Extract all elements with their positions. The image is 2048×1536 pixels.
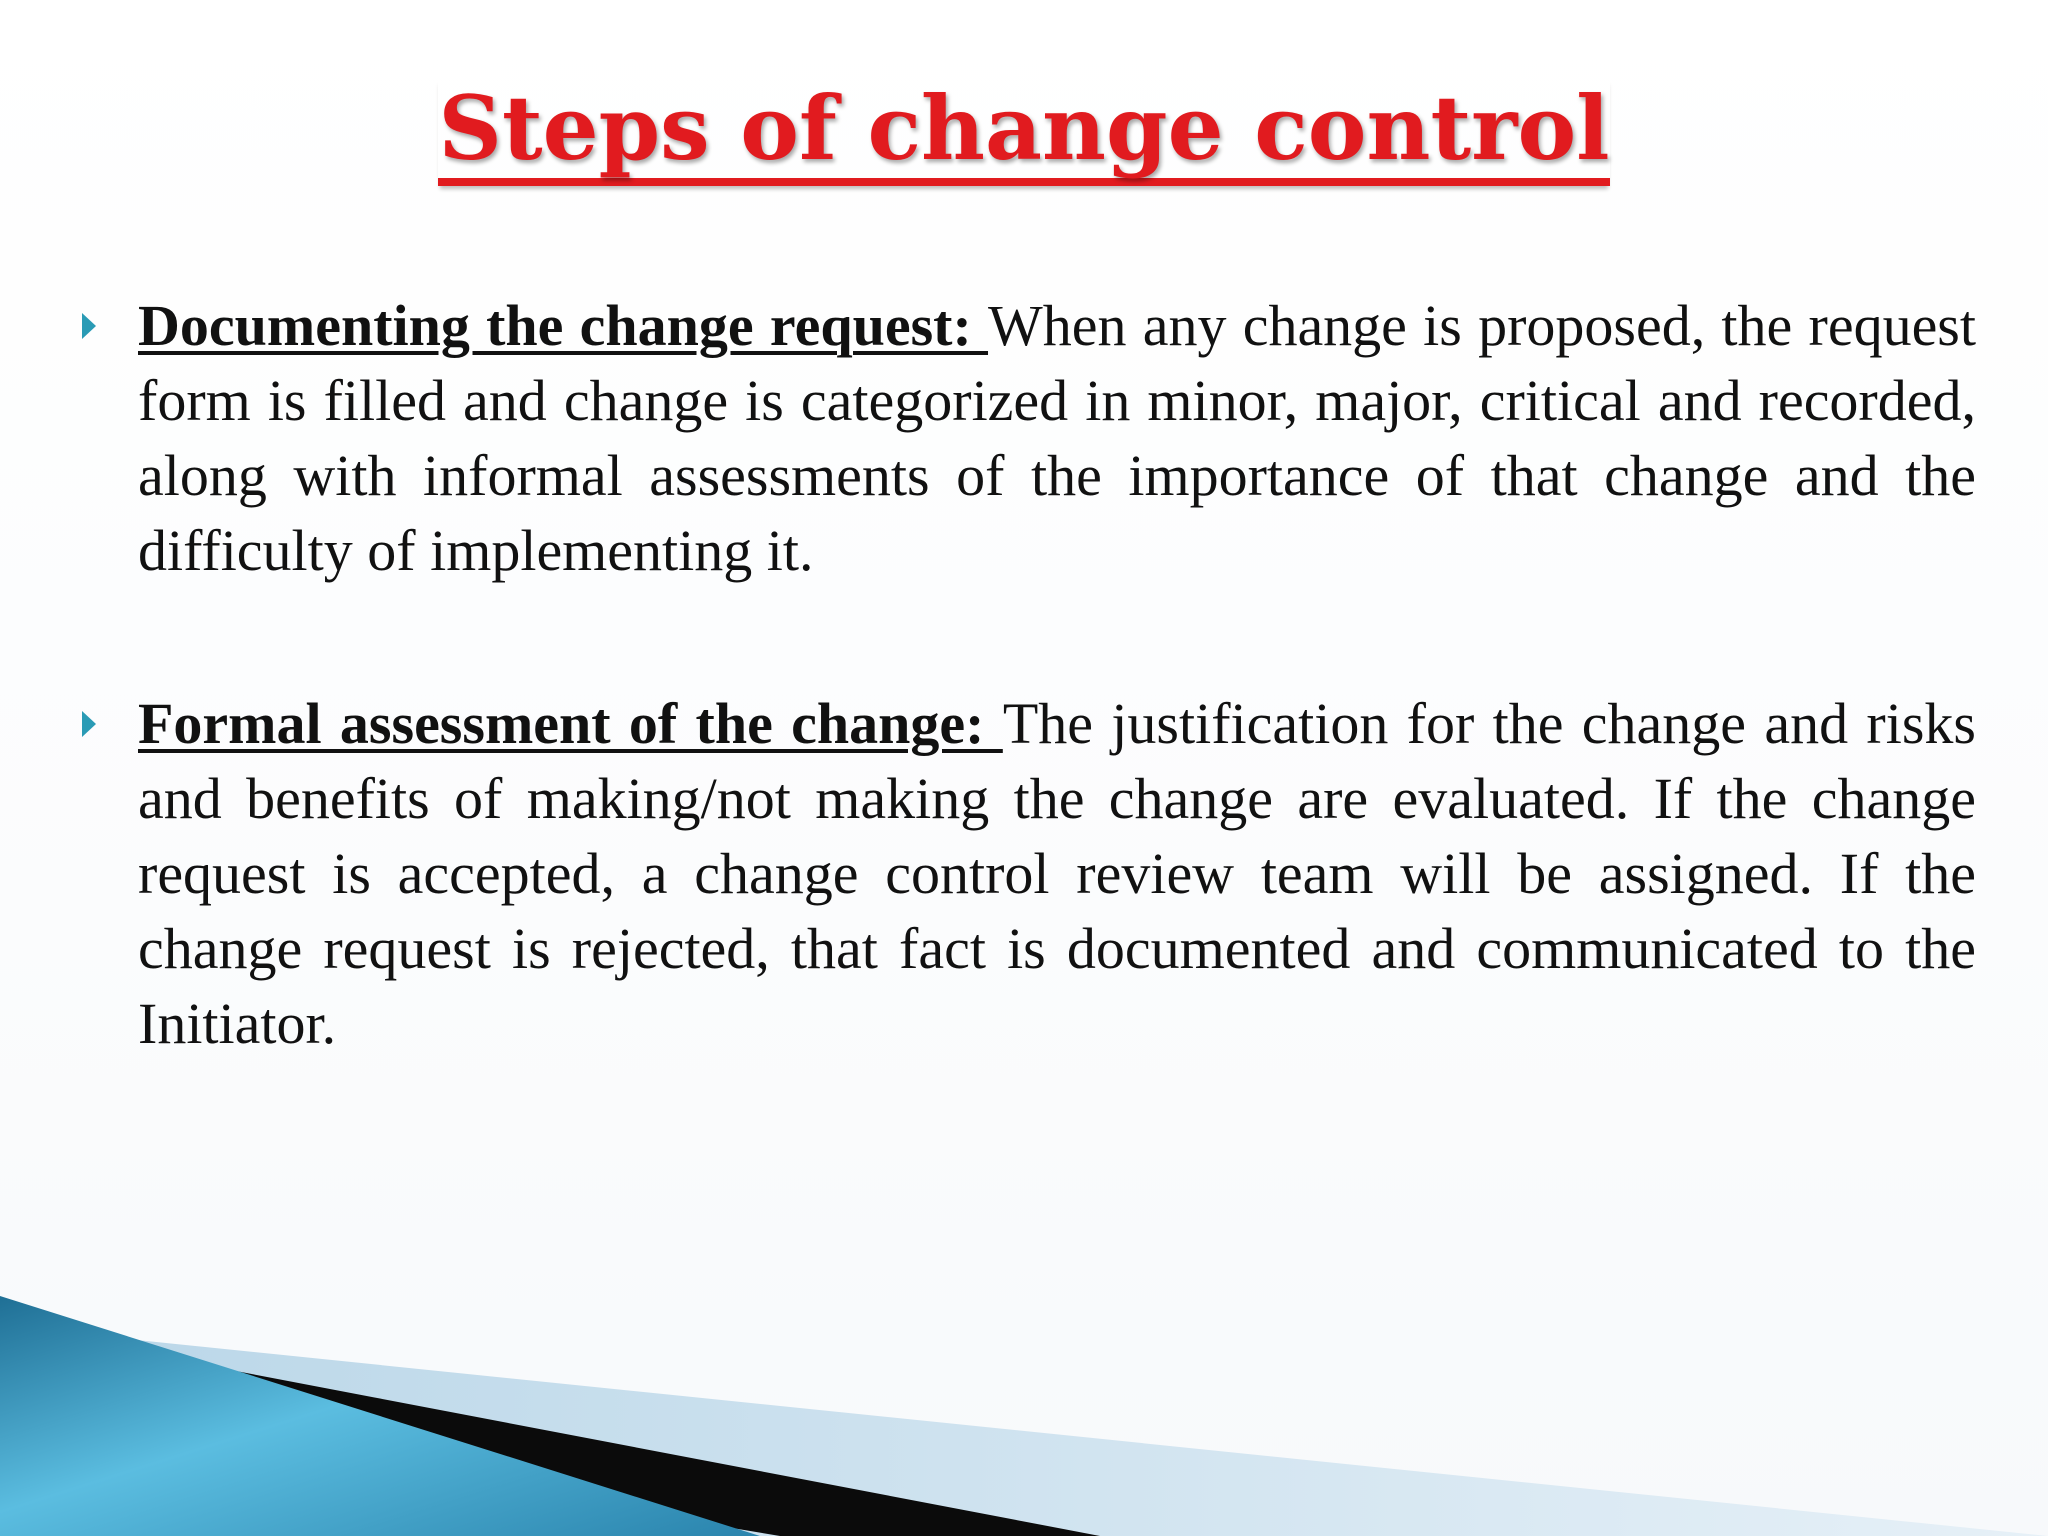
bullet-item-documenting-change-request xyxy=(138,288,1976,588)
slide-title-text: Steps of change control xyxy=(438,78,1609,186)
triangle-right-icon xyxy=(82,711,96,737)
triangle-right-icon xyxy=(82,313,96,339)
bottom-decorative-swoosh xyxy=(0,1286,2048,1536)
bullet-heading: Documenting the change request: xyxy=(138,293,989,358)
bullet-heading: Formal assessment of the change: xyxy=(138,691,1003,756)
bullet-text: When any change is proposed, the request form is filled and change is categorized in minor, major, critical and recorded, along with informal assessments of the importance of that change and the difficulty of implementing it. xyxy=(138,293,1976,583)
bullet-item-formal-assessment xyxy=(138,686,1976,1061)
bullet-text: The justification for the change and risks and benefits of making/not making the change are evaluated. If the change request is accepted, a change control review team will be assigned. If the change request is rejected, that fact is documented and communicated to the Initiator. xyxy=(138,691,1976,1056)
